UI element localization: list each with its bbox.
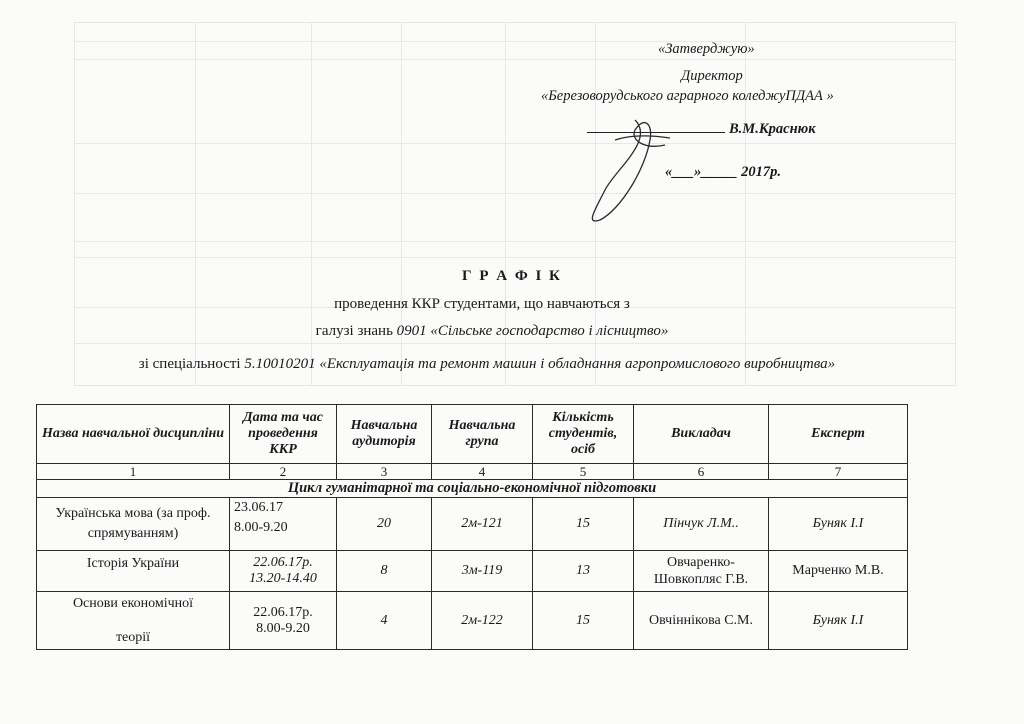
cell-time: 8.00-9.20 <box>256 620 310 636</box>
column-number: 3 <box>337 464 432 480</box>
field-of-knowledge: 0901 «Сільське господарство і лісництво» <box>396 323 669 339</box>
approval-date: «___»_____ 2017р. <box>665 164 781 180</box>
cell-date: 23.06.17 <box>234 500 283 515</box>
column-number: 5 <box>533 464 634 480</box>
cell-discipline: Українська мова (за проф. спрямуванням) <box>37 498 230 551</box>
cell-discipline-line-2: теорії <box>115 630 151 645</box>
cell-date-time <box>230 498 337 551</box>
column-number: 7 <box>769 464 908 480</box>
cell-group: 2м-121 <box>432 498 533 551</box>
cell-group: 3м-119 <box>432 551 533 592</box>
column-number: 1 <box>37 464 230 480</box>
specialty: 5.10010201 «Експлуатація та ремонт машин і обладнання агропромислового виробництва» <box>244 356 836 372</box>
director-signature <box>575 110 705 230</box>
approval-institution: «Березоворудського аграрного коледжуПДАА » <box>541 88 834 104</box>
table-row <box>37 592 908 650</box>
header-room: Навчальна аудиторія <box>337 405 432 464</box>
cell-discipline <box>37 592 230 650</box>
section-row <box>37 480 908 498</box>
header-group: Навчальна група <box>432 405 533 464</box>
cell-expert: Буняк І.І <box>769 592 908 650</box>
approval-position: Директор <box>681 68 743 84</box>
specialty-prefix: зі спеціальності <box>138 356 245 372</box>
cell-date: 22.06.17р. <box>253 555 313 570</box>
document-line-2 <box>0 323 1004 340</box>
column-number: 2 <box>230 464 337 480</box>
cell-room: 4 <box>337 592 432 650</box>
column-number-row <box>37 464 908 480</box>
table-header-row <box>37 405 908 464</box>
kkr-schedule-table <box>36 404 908 650</box>
cell-expert: Марченко М.В. <box>769 551 908 592</box>
document-line-3 <box>0 356 999 373</box>
cell-date: 22.06.17р. <box>253 604 313 620</box>
cell-date-time <box>230 592 337 650</box>
table-row <box>37 498 908 551</box>
header-teacher: Викладач <box>634 405 769 464</box>
table-row <box>37 551 908 592</box>
header-expert: Експерт <box>769 405 908 464</box>
cell-teacher: Овчіннікова С.М. <box>634 592 769 650</box>
cell-students: 15 <box>533 592 634 650</box>
section-title: Цикл гуманітарної та соціально-економічної підготовки <box>37 480 908 498</box>
cell-expert: Буняк І.І <box>769 498 908 551</box>
cell-discipline: Історія України <box>37 551 230 592</box>
cell-time: 13.20-14.40 <box>249 571 317 586</box>
approval-stamp: «Затверджую» <box>658 41 755 57</box>
column-number: 6 <box>634 464 769 480</box>
cell-discipline-line-1: Основи економічної <box>72 596 194 611</box>
cell-time: 8.00-9.20 <box>234 520 288 535</box>
cell-teacher: Пінчук Л.М.. <box>634 498 769 551</box>
cell-students: 13 <box>533 551 634 592</box>
header-discipline: Назва навчальної дисципліни <box>37 405 230 464</box>
cell-date-time <box>230 551 337 592</box>
cell-room: 8 <box>337 551 432 592</box>
header-students: Кількість студентів, осіб <box>533 405 634 464</box>
column-number: 4 <box>432 464 533 480</box>
document-line-1: проведення ККР студентами, що навчаються з <box>334 296 630 312</box>
document-heading: Г Р А Ф І К <box>462 268 562 284</box>
cell-students: 15 <box>533 498 634 551</box>
cell-room: 20 <box>337 498 432 551</box>
field-prefix: галузі знань <box>315 323 397 339</box>
cell-teacher: Овчаренко-Шовкопляс Г.В. <box>634 551 769 592</box>
cell-group: 2м-122 <box>432 592 533 650</box>
approval-signatory: В.М.Краснюк <box>729 121 816 137</box>
header-date-time: Дата та час проведення ККР <box>230 405 337 464</box>
